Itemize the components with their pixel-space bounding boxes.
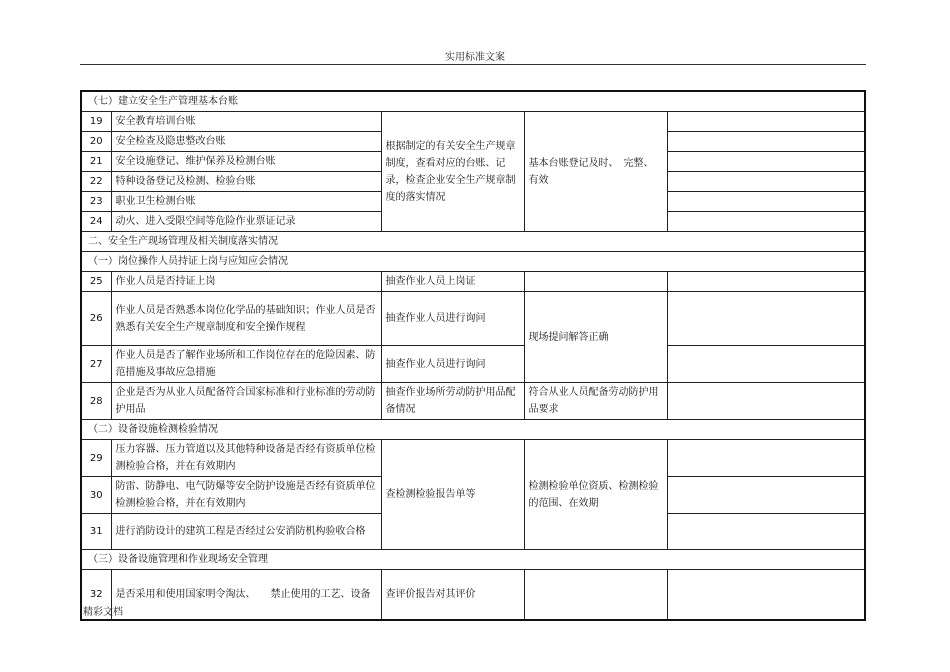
check-standard — [524, 570, 667, 620]
check-standard: 检测检验单位资质、检测检验的范围、在效期 — [524, 440, 667, 550]
result-cell — [667, 272, 865, 292]
row-number: 19 — [81, 112, 111, 132]
row-number: 30 — [81, 477, 111, 514]
check-standard: 现场提问解答正确 — [524, 292, 667, 383]
check-item: 压力容器、压力管道以及其他特种设备是否经有资质单位检测检验合格，并在有效期内 — [111, 440, 381, 477]
check-item: 作业人员是否了解作业场所和工作岗位存在的危险因素、防范措施及事故应急措施 — [111, 346, 381, 383]
check-standard — [524, 272, 667, 292]
result-cell — [667, 152, 865, 172]
section-row — [81, 91, 865, 112]
row-number: 20 — [81, 132, 111, 152]
result-cell — [667, 212, 865, 232]
subsection-title-2-2: （二）设备设施检测检验情况 — [81, 420, 865, 440]
check-method: 查评价报告对其评价 — [381, 570, 524, 620]
table-row — [81, 346, 865, 383]
table-row — [81, 570, 865, 620]
row-number: 29 — [81, 440, 111, 477]
row-number: 21 — [81, 152, 111, 172]
check-item: 是否采用和使用国家明令淘汰、 禁止使用的工艺、设备 — [111, 570, 381, 620]
result-cell — [667, 514, 865, 550]
table-row — [81, 383, 865, 420]
page-header: 实用标准文案 — [445, 52, 505, 63]
result-cell — [667, 570, 865, 620]
row-number: 25 — [81, 272, 111, 292]
row-number: 28 — [81, 383, 111, 420]
check-item: 安全设施登记、维护保养及检测台账 — [111, 152, 381, 172]
row-number: 23 — [81, 192, 111, 212]
row-number: 31 — [81, 514, 111, 550]
check-item: 特种设备登记及检测、检验台账 — [111, 172, 381, 192]
result-cell — [667, 132, 865, 152]
section-row — [81, 420, 865, 440]
check-method: 根据制定的有关安全生产规章制度，查看对应的台账、记录，检查企业安全生产规章制度的落实情况 — [381, 112, 524, 232]
row-number: 27 — [81, 346, 111, 383]
check-item: 动火、进入受限空间等危险作业票证记录 — [111, 212, 381, 232]
check-item: 进行消防设计的建筑工程是否经过公安消防机构验收合格 — [111, 514, 381, 550]
result-cell — [667, 192, 865, 212]
check-method: 抽查作业人员上岗证 — [381, 272, 524, 292]
result-cell — [667, 346, 865, 383]
check-method: 查检测检验报告单等 — [381, 440, 524, 550]
subsection-title-2-1: （一）岗位操作人员持证上岗与应知应会情况 — [81, 252, 865, 272]
check-item: 安全教育培训台账 — [111, 112, 381, 132]
row-number: 32 — [81, 570, 111, 620]
row-number: 22 — [81, 172, 111, 192]
check-standard: 基本台账登记及时、 完整、有效 — [524, 112, 667, 232]
result-cell — [667, 292, 865, 346]
page-footer: 精彩文档 — [83, 607, 123, 618]
subsection-title-2-3: （三）设备设施管理和作业现场安全管理 — [81, 550, 865, 570]
table-row — [81, 112, 865, 132]
table-row — [81, 272, 865, 292]
result-cell — [667, 112, 865, 132]
check-standard: 符合从业人员配备劳动防护用品要求 — [524, 383, 667, 420]
check-item: 企业是否为从业人员配备符合国家标准和行业标准的劳动防护用品 — [111, 383, 381, 420]
row-number: 24 — [81, 212, 111, 232]
check-item: 安全检查及隐患整改台账 — [111, 132, 381, 152]
result-cell — [667, 477, 865, 514]
section-title-2: 二、安全生产现场管理及相关制度落实情况 — [81, 232, 865, 252]
check-item: 职业卫生检测台账 — [111, 192, 381, 212]
result-cell — [667, 440, 865, 477]
section-title-7: （七）建立安全生产管理基本台账 — [81, 91, 865, 112]
check-method: 抽查作业人员进行询问 — [381, 346, 524, 383]
check-method: 抽查作业人员进行询问 — [381, 292, 524, 346]
header-rule — [80, 64, 866, 65]
table-row — [81, 292, 865, 346]
result-cell — [667, 383, 865, 420]
result-cell — [667, 172, 865, 192]
section-row — [81, 252, 865, 272]
check-item: 防雷、防静电、电气防爆等安全防护设施是否经有资质单位检测检验合格，并在有效期内 — [111, 477, 381, 514]
table-row — [81, 440, 865, 477]
inspection-table — [80, 90, 866, 621]
section-row — [81, 232, 865, 252]
check-item: 作业人员是否熟悉本岗位化学品的基础知识；作业人员是否熟悉有关安全生产规章制度和安全操作规程 — [111, 292, 381, 346]
row-number: 26 — [81, 292, 111, 346]
check-item: 作业人员是否持证上岗 — [111, 272, 381, 292]
section-row — [81, 550, 865, 570]
check-method: 抽查作业场所劳动防护用品配备情况 — [381, 383, 524, 420]
